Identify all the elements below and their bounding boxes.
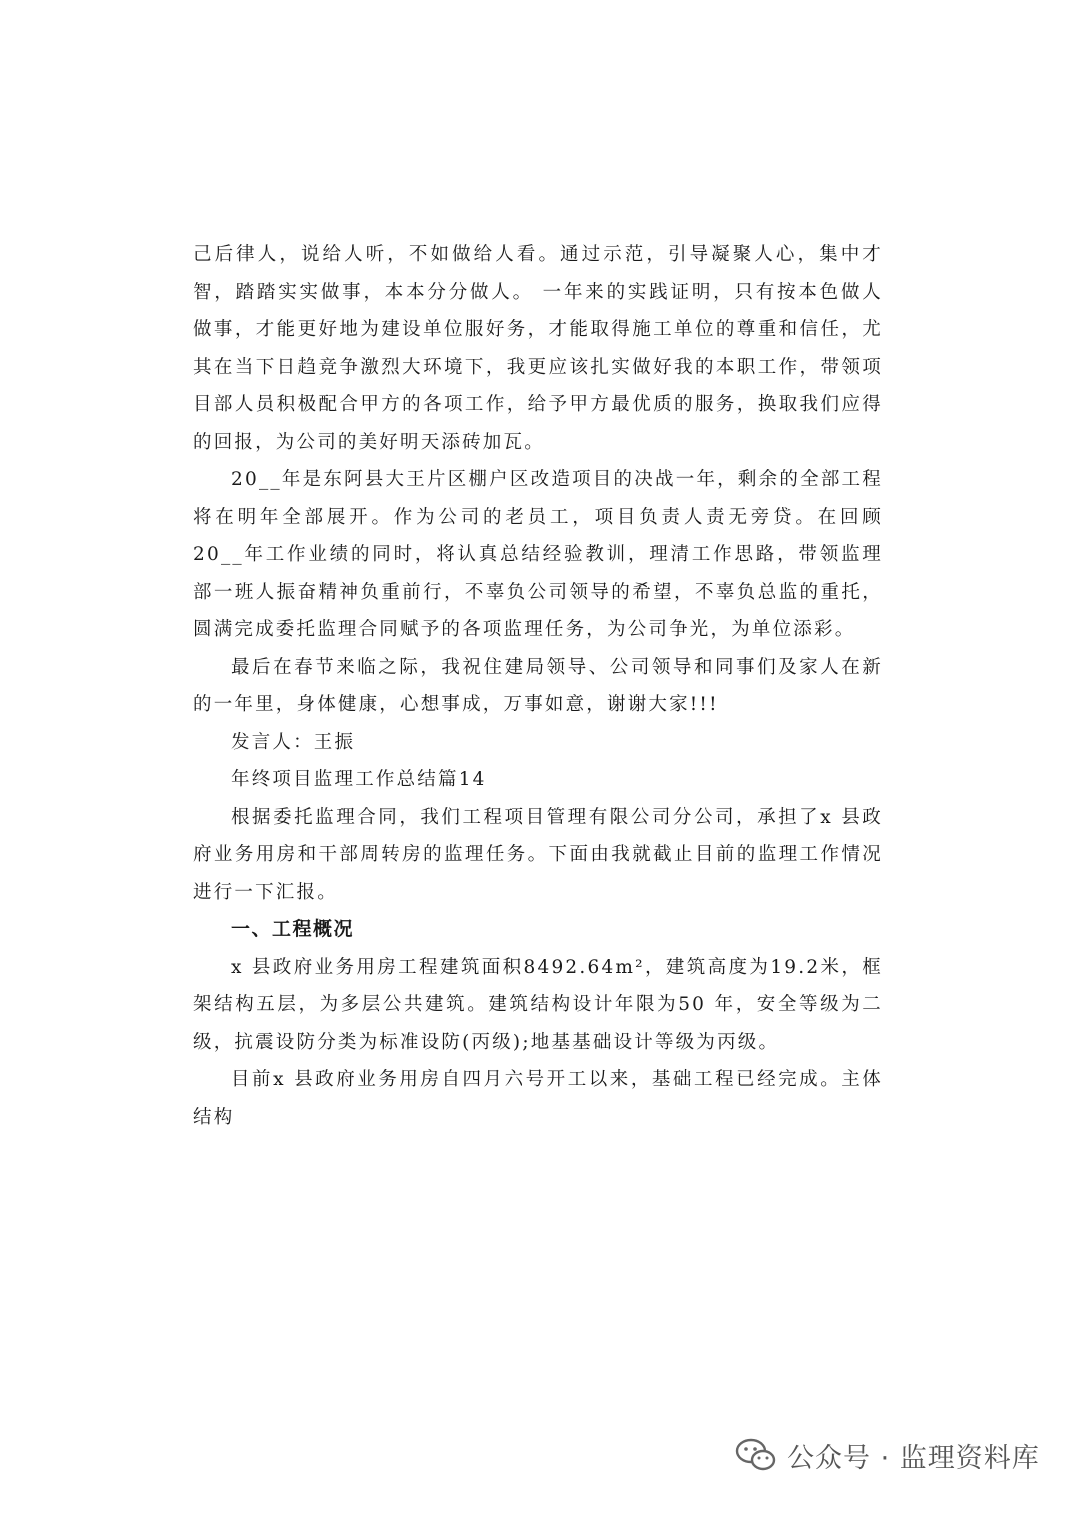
paragraph-3: 最后在春节来临之际，我祝住建局领导、公司领导和同事们及家人在新的一年里，身体健康，心想事成，万事如意，谢谢大家!!! xyxy=(193,656,883,715)
paragraph-intro: 根据委托监理合同，我们工程项目管理有限公司分公司，承担了x 县政府业务用房和干部周转房的监理任务。下面由我就截止目前的监理工作情况进行一下汇报。 xyxy=(193,806,883,903)
paragraph-overview: x 县政府业务用房工程建筑面积8492.64m²，建筑高度为19.2米，框架结构五层，为多层公共建筑。建筑结构设计年限为50 年，安全等级为二级，抗震设防分类为标准设防(丙级);地基基础设计等级为丙级。 xyxy=(193,956,883,1053)
paragraph-1: 己后律人，说给人听，不如做给人看。通过示范，引导凝聚人心，集中才智，踏踏实实做事，本本分分做人。 一年来的实践证明，只有按本色做人做事，才能更好地为建设单位服好务，才能取得施工单位的尊重和信任，尤其在当下日趋竞争激烈大环境下，我更应该扎实做好我的本职工作，带领项目部人员积极配合甲方的各项工作，给予甲方最优质的服务，换取我们应得的回报，为公司的美好明天添砖加瓦。 xyxy=(193,244,883,453)
wechat-official-account-icon xyxy=(735,1437,777,1473)
paragraph-2: 20__年是东阿县大王片区棚户区改造项目的决战一年，剩余的全部工程将在明年全部展开。作为公司的老员工，项目负责人责无旁贷。在回顾20__年工作业绩的同时，将认真总结经验教训，理清工作思路，带领监理部一班人振奋精神负重前行，不辜负公司领导的希望，不辜负总监的重托，圆满完成委托监理合同赋予的各项监理任务，为公司争光，为单位添彩。 xyxy=(193,469,883,640)
document-body xyxy=(193,236,883,1136)
speaker-line: 发言人：王振 xyxy=(231,731,356,753)
paragraph-progress: 目前x 县政府业务用房自四月六号开工以来，基础工程已经完成。主体结构 xyxy=(193,1069,883,1128)
watermark xyxy=(735,1431,1040,1479)
heading-project-overview: 一、工程概况 xyxy=(231,918,355,940)
watermark-text: 公众号 · 监理资料库 xyxy=(787,1442,1040,1474)
section-title: 年终项目监理工作总结篇14 xyxy=(231,769,487,790)
